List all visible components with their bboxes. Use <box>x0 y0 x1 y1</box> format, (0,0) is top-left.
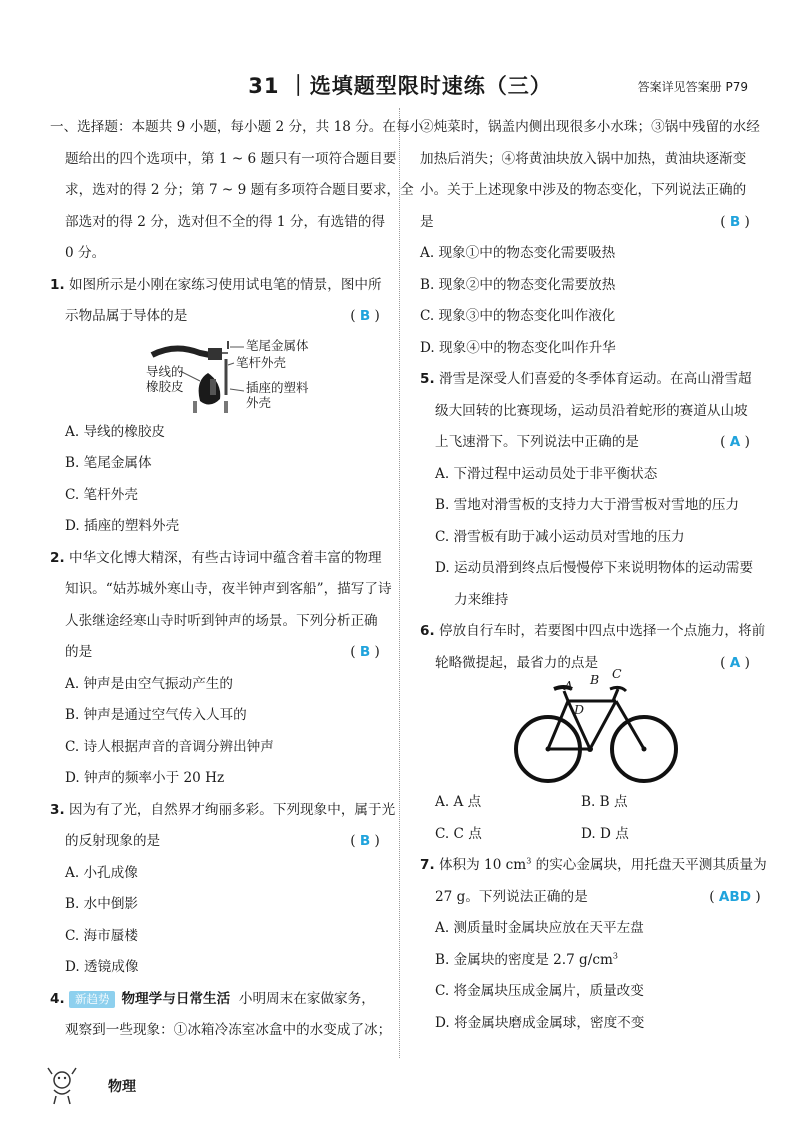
question-text: 的是 <box>65 644 93 660</box>
question-number: 1. <box>50 276 65 293</box>
answer-bracket: ( A ) <box>720 434 750 450</box>
option-a: A. 下滑过程中运动员处于非平衡状态 <box>435 465 658 482</box>
label-socket-shell: 插座的塑料 <box>246 379 309 395</box>
option-d: D. 插座的塑料外壳 <box>65 518 180 534</box>
question-text: 小明周末在家做家务， <box>238 990 375 1007</box>
option-b: B. B 点 <box>581 794 628 810</box>
question-1 <box>50 270 396 543</box>
question-text: 是 <box>420 213 434 230</box>
bicycle-figure <box>420 666 766 787</box>
instruction-line: 求，选对的得 2 分；第 7 ~ 9 题有多项符合题目要求，全 <box>65 182 414 198</box>
topic-label: 物理学与日常生活 <box>121 990 231 1007</box>
question-number: 5. <box>420 371 435 387</box>
question-text: 的反射现象的是 <box>65 833 161 849</box>
answer-value: B <box>729 213 741 230</box>
answer-bracket: ( ABD ) <box>709 888 761 905</box>
bicycle-illustration <box>420 679 766 787</box>
question-text: 的实心金属块，用托盘天平测其质量为 <box>531 857 767 873</box>
question-text: ②炖菜时，锅盖内侧出现很多小水珠；③锅中残留的水经 <box>420 119 760 135</box>
label-pen-shell: 笔杆外壳 <box>236 354 287 370</box>
answer-value: B <box>359 833 371 849</box>
question-text: 观察到一些现象：①冰箱冷冻室冰盒中的水变成了冰； <box>65 1022 392 1038</box>
option-a: A. 测质量时金属块应放在天平左盘 <box>435 920 644 936</box>
options-row <box>420 787 766 819</box>
option-b <box>420 945 766 977</box>
question-number: 4. <box>50 990 65 1007</box>
option-b: B. 水中倒影 <box>65 896 139 912</box>
question-number: 7. <box>420 857 435 873</box>
option-d: D. 透镜成像 <box>65 959 139 975</box>
label-pen-tail-metal: 笔尾金属体 <box>246 337 309 353</box>
question-text: 人张继途经寒山寺时听到钟声的场景。下列分析正确 <box>65 612 378 629</box>
question-7 <box>420 850 766 1039</box>
instruction-line: 0 分。 <box>65 245 106 261</box>
option-d: D. 将金属块磨成金属球，密度不变 <box>435 1014 645 1031</box>
label-wire-rubber: 橡胶皮 <box>146 378 184 394</box>
option-b: B. 现象②中的物态变化需要放热 <box>420 276 616 293</box>
option-c: C. 笔杆外壳 <box>65 486 138 503</box>
question-text: 小。关于上述现象中涉及的物态变化，下列说法正确的 <box>420 182 747 198</box>
option-c: C. 将金属块压成金属片，质量改变 <box>435 983 644 999</box>
question-text: 停放自行车时，若要图中四点中选择一个点施力，将前 <box>438 623 766 639</box>
question-text: 级大回转的比赛现场，运动员沿着蛇形的赛道从山坡 <box>435 402 748 419</box>
superscript: 3 <box>612 950 618 960</box>
option-d: D. D 点 <box>581 825 629 842</box>
instruction-line: 一、选择题：本题共 9 小题，每小题 2 分，共 18 分。在每小 <box>50 119 424 135</box>
option-a: A. 钟声是由空气振动产生的 <box>65 675 233 692</box>
question-5 <box>420 364 766 616</box>
label-socket-shell: 外壳 <box>246 394 272 410</box>
question-text: 27 g。下列说法正确的是 <box>435 888 588 905</box>
column-divider <box>399 108 400 1058</box>
question-text: 示物品属于导体的是 <box>65 308 188 324</box>
question-6 <box>420 616 766 850</box>
point-d-label: D <box>574 702 585 717</box>
option-d: D. 现象④中的物态变化叫作升华 <box>420 339 616 356</box>
option-c: C. 滑雪板有助于减小运动员对雪地的压力 <box>435 528 685 545</box>
question-4-continued <box>420 112 766 364</box>
question-text: 因为有了光，自然界才绚丽多彩。下列现象中，属于光 <box>68 801 396 818</box>
footer-subject: 物理 <box>108 1079 136 1095</box>
option-d-continued: 力来维持 <box>454 591 509 608</box>
answer-value: B <box>359 644 371 660</box>
question-number: 3. <box>50 801 65 818</box>
section-instructions <box>50 112 424 270</box>
answer-bracket: ( B ) <box>720 213 750 230</box>
question-text: 上飞速滑下。下列说法中正确的是 <box>435 434 639 450</box>
instruction-line: 题给出的四个选项中，第 1 ~ 6 题只有一项符合题目要 <box>65 150 397 167</box>
point-c-label: C <box>612 666 622 681</box>
instruction-line: 部选对的得 2 分，选对但不全的得 1 分，有选错的得 <box>65 213 386 230</box>
left-column <box>50 112 424 1047</box>
test-pen-illustration <box>50 333 396 417</box>
options-row <box>420 819 766 851</box>
point-b-label: B <box>590 672 600 687</box>
question-4 <box>50 984 396 1047</box>
mascot-icon <box>46 1066 102 1106</box>
question-number: 2. <box>50 549 65 566</box>
question-3 <box>50 795 396 984</box>
question-2 <box>50 543 396 795</box>
test-pen-figure <box>50 333 396 417</box>
superscript: 3 <box>526 856 532 866</box>
option-d: D. 钟声的频率小于 20 Hz <box>65 770 225 786</box>
option-d: D. 运动员滑到终点后慢慢停下来说明物体的运动需要 <box>435 560 754 576</box>
answer-bracket: ( A ) <box>720 654 750 671</box>
label-wire-rubber: 导线的 <box>146 363 184 379</box>
option-b: B. 雪地对滑雪板的支持力大于滑雪板对雪地的压力 <box>435 497 740 513</box>
answer-value: ABD <box>718 888 752 905</box>
question-text: 滑雪是深受人们喜爱的冬季体育运动。在高山滑雪超 <box>438 371 752 387</box>
trend-tag: 新趋势 <box>69 991 116 1008</box>
option-a: A. A 点 <box>435 794 482 810</box>
question-text: 知识。“姑苏城外寒山寺，夜半钟声到客船”，描写了诗 <box>65 581 392 597</box>
question-text: 轮略微提起，最省力的点是 <box>435 654 599 671</box>
answer-value: B <box>359 308 371 324</box>
question-text: 如图所示是小刚在家练习使用试电笔的情景，图中所 <box>68 276 382 293</box>
option-c: C. 现象③中的物态变化叫作液化 <box>420 308 616 324</box>
option-c: C. 海市蜃楼 <box>65 927 138 944</box>
option-b: B. 钟声是通过空气传入人耳的 <box>65 707 247 723</box>
option-a: A. 小孔成像 <box>65 864 138 881</box>
answer-reference: 答案详见答案册 P79 <box>637 80 748 94</box>
option-a: A. 现象①中的物态变化需要吸热 <box>420 245 616 261</box>
point-a-label: A <box>564 678 574 693</box>
option-c: C. 诗人根据声音的音调分辨出钟声 <box>65 738 274 755</box>
question-number: 6. <box>420 623 435 639</box>
right-column <box>420 112 766 1039</box>
answer-value: A <box>729 654 741 671</box>
option-a: A. 导线的橡胶皮 <box>65 423 166 440</box>
option-b-text: B. 金属块的密度是 2.7 g/cm <box>435 951 613 968</box>
option-b: B. 笔尾金属体 <box>65 455 152 471</box>
option-c: C. C 点 <box>435 825 482 842</box>
answer-bracket: ( B ) <box>350 308 380 324</box>
answer-bracket: ( B ) <box>350 833 380 849</box>
question-text: 加热后消失；④将黄油块放入锅中加热，黄油块逐渐变 <box>420 150 747 167</box>
question-text: 中华文化博大精深，有些古诗词中蕴含着丰富的物理 <box>68 549 382 566</box>
answer-value: A <box>729 434 741 450</box>
question-text: 体积为 10 cm <box>438 857 527 873</box>
page-title: 31 ｜选填题型限时速练（三） <box>248 74 552 98</box>
answer-bracket: ( B ) <box>350 644 380 660</box>
